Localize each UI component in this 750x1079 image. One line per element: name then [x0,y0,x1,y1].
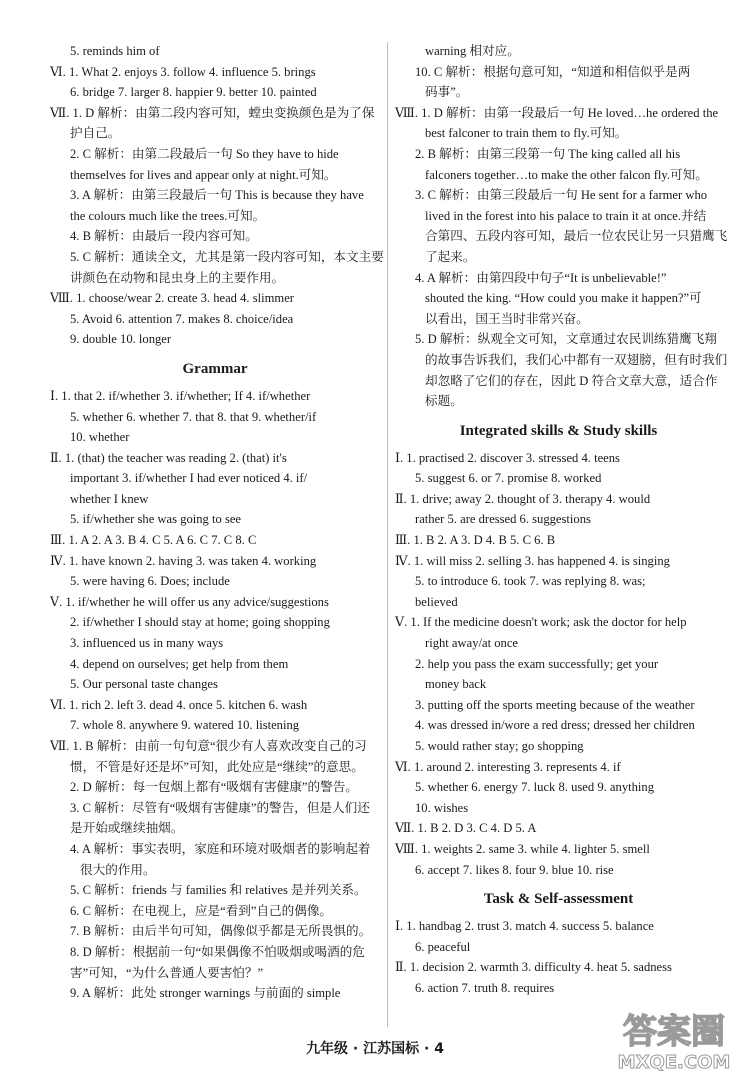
task-heading: Task & Self-assessment [483,891,634,908]
answer-line: 5. suggest 6. or 7. promise 8. worked [415,471,602,486]
answer-line: Ⅲ. 1. B 2. A 3. D 4. B 5. C 6. B [395,533,556,548]
answer-line: best falconer to train them to fly.可知。 [425,126,628,141]
answer-line: 5. C 解析：friends 与 families 和 relatives 是并列关系。 [70,883,367,898]
answer-line: 5. whether 6. energy 7. luck 8. used 9. anything [415,780,654,795]
answer-line: 惯，不管是好还是坏”可知，此处应是“继续”的意思。 [70,759,364,774]
answer-line: Ⅱ. 1. decision 2. warmth 3. difficulty 4. heat 5. sadness [395,960,672,975]
answer-line: lived in the forest into his palace to train it at once.并结 [425,208,707,223]
answer-line: 6. action 7. truth 8. requires [415,980,555,995]
integrated-skills-heading: Integrated skills & Study skills [459,422,658,439]
answer-line: Ⅳ. 1. have known 2. having 3. was taken 4. working [50,553,317,568]
answer-line: falconers together…to make the other falcon fly.可知。 [425,167,708,182]
grammar-heading: Grammar [182,360,248,377]
answer-line: right away/at once [425,636,519,651]
answer-line: rather 5. are dressed 6. suggestions [415,512,591,527]
answer-line: 3. C 解析：由第三段最后一句 He sent for a farmer who [415,188,708,203]
grammar-answers [50,386,380,1004]
answer-line: 2. D 解析：每一包烟上都有“吸烟有害健康”的警告。 [70,780,358,795]
answer-line: 很大的作用。 [80,862,156,877]
answer-line: believed [415,594,458,609]
answer-line: Ⅳ. 1. will miss 2. selling 3. has happened 4. is singing [395,553,670,568]
answer-line: 6. accept 7. likes 8. four 9. blue 10. rise [415,862,614,877]
answer-line: 害”可知，“为什么普通人要害怕？” [70,965,264,980]
answer-line: 护自己。 [70,126,121,141]
answer-line: 3. influenced us in many ways [70,636,224,651]
svg-text:MXQE.COM: MXQE.COM [617,1052,731,1073]
answer-line: Ⅰ. 1. handbag 2. trust 3. match 4. success 5. balance [395,919,654,934]
answer-line: Ⅵ. 1. around 2. interesting 3. represents 4. if [395,759,621,774]
answer-line: warning 相对应。 [425,44,520,58]
answer-line: 3. putting off the sports meeting because of the weather [415,697,695,712]
answer-line: 5. Avoid 6. attention 7. makes 8. choice/idea [70,311,294,326]
answer-line: 4. A 解析：事实表明，家庭和环境对吸烟者的影响起着 [70,841,371,856]
answer-line: 4. B 解析：由最后一段内容可知。 [70,229,258,244]
answer-line: 5. were having 6. Does; include [70,574,230,589]
answer-line: 的故事告诉我们，我们心中都有一双翅膀，但有时我们 [425,352,728,367]
integrated-answers [395,448,722,880]
answer-line: 5. Our personal taste changes [70,677,218,692]
answer-line: 5. if/whether she was going to see [70,512,242,527]
left-column [50,41,384,1004]
answer-line: 5. C 解析：通读全文，尤其是第一段内容可知，本文主要 [70,249,384,264]
answer-line: 2. if/whether I should stay at home; going shopping [70,615,330,630]
answer-line: 6. bridge 7. larger 8. happier 9. better 10. painted [70,85,317,100]
right-column [395,41,728,999]
answer-line: Ⅵ. 1. rich 2. left 3. dead 4. once 5. kitchen 6. wash [50,697,308,712]
answer-line: 3. A 解析：由第三段最后一句 This is because they have [70,188,364,203]
answer-line: shouted the king. “How could you make it happen?”可 [425,291,702,306]
answer-line: 6. peaceful [415,939,471,954]
task-answers [395,916,722,998]
answer-line: Ⅰ. 1. that 2. if/whether 3. if/whether; If 4. if/whether [50,388,311,403]
answer-line: 码事”。 [425,85,469,100]
answer-line: 4. depend on ourselves; get help from them [70,656,289,671]
answer-line: 合第四、五段内容可知，最后一位农民让另一只猎鹰飞 [425,229,728,244]
right-answers-top [395,41,728,412]
answer-line: 10. whether [70,430,130,445]
answer-line: the colours much like the trees.可知。 [70,208,266,223]
answer-line: Ⅲ. 1. A 2. A 3. B 4. C 5. A 6. C 7. C 8. C [50,533,257,548]
answer-line: 5. to introduce 6. took 7. was replying 8. was; [415,574,646,589]
answer-line: 6. C 解析：在电视上，应是“看到”自己的偶像。 [70,903,333,918]
answer-line: 是开始或继续抽烟。 [70,821,184,836]
answer-line: 4. was dressed in/wore a red dress; dressed her children [415,718,695,733]
answer-line: 5. reminds him of [70,44,160,58]
answer-line: Ⅵ. 1. What 2. enjoys 3. follow 4. influence 5. brings [50,64,316,79]
answer-line: Ⅱ. 1. drive; away 2. thought of 3. therapy 4. would [395,491,651,506]
answer-line: Ⅱ. 1. (that) the teacher was reading 2. (that) it's [50,450,287,465]
answer-line: themselves for lives and appear only at night.可知。 [70,167,337,182]
answer-line: Ⅶ. 1. D 解析：由第二段内容可知，螳虫变换颜色是为了保 [50,105,375,120]
svg-text:答案圈: 答案圈 [623,1012,725,1052]
answer-line: 2. help you pass the exam successfully; get your [415,656,659,671]
page-footer: 九年级 · 江苏国标 · 4 [306,1041,444,1057]
answer-line: Ⅷ. 1. choose/wear 2. create 3. head 4. slimmer [50,291,294,306]
answer-line: 以看出，国王当时非常兴奋。 [425,311,589,326]
answer-line: 标题。 [425,394,463,409]
answer-line: 5. would rather stay; go shopping [415,739,584,753]
answer-line: money back [425,677,487,692]
answer-line: 却忽略了它们的存在，因此 D 符合文章大意，适合作 [425,373,718,388]
answer-line: Ⅷ. 1. weights 2. same 3. while 4. lighter 5. smell [395,841,650,856]
answer-line: 3. C 解析：尽管有“吸烟有害健康”的警告，但是人们还 [70,800,370,815]
answer-line: Ⅶ. 1. B 解析：由前一句句意“很少有人喜欢改变自己的习 [50,739,367,753]
answer-line: 2. B 解析：由第三段第一句 The king called all his [415,146,681,161]
answer-line: 9. double 10. longer [70,332,172,347]
answer-line: 2. C 解析：由第二段最后一句 So they have to hide [70,146,339,161]
answer-line: Ⅴ. 1. If the medicine doesn't work; ask the doctor for help [395,615,687,630]
left-answers-top [50,41,384,350]
answer-line: Ⅶ. 1. B 2. D 3. C 4. D 5. A [395,821,537,836]
answer-line: Ⅴ. 1. if/whether he will offer us any advice/suggestions [50,594,329,609]
answer-line: 10. C 解析：根据句意可知，“知道和相信似乎是两 [415,64,691,79]
answer-line: Ⅰ. 1. practised 2. discover 3. stressed 4. teens [395,450,620,465]
answer-line: 7. B 解析：由后半句可知，偶像似乎都是无所畏惧的。 [70,924,372,939]
answer-line: important 3. if/whether I had ever noticed 4. if/ [70,471,308,486]
answer-line: whether I knew [70,491,149,506]
answer-line: 5. D 解析：纵观全文可知，文章通过农民训练猎鹰飞翔 [415,332,717,347]
answer-line: Ⅷ. 1. D 解析：由第一段最后一句 He loved…he ordered the [395,105,719,120]
answer-line: 5. whether 6. whether 7. that 8. that 9. whether/if [70,409,317,424]
answer-line: 8. D 解析：根据前一句“如果偶像不怕吸烟或喝酒的危 [70,944,365,959]
answer-line: 10. wishes [415,800,469,815]
answer-line: 4. A 解析：由第四段中句子“It is unbelievable!” [415,270,667,285]
answer-line: 9. A 解析：此处 stronger warnings 与前面的 simple [70,986,341,1001]
answer-line: 了起来。 [425,249,476,264]
watermark-logo [604,1005,744,1075]
answer-line: 讲颜色在动物和昆虫身上的主要作用。 [70,270,285,285]
column-divider [387,42,388,1027]
answer-line: 7. whole 8. anywhere 9. watered 10. listening [70,718,300,733]
